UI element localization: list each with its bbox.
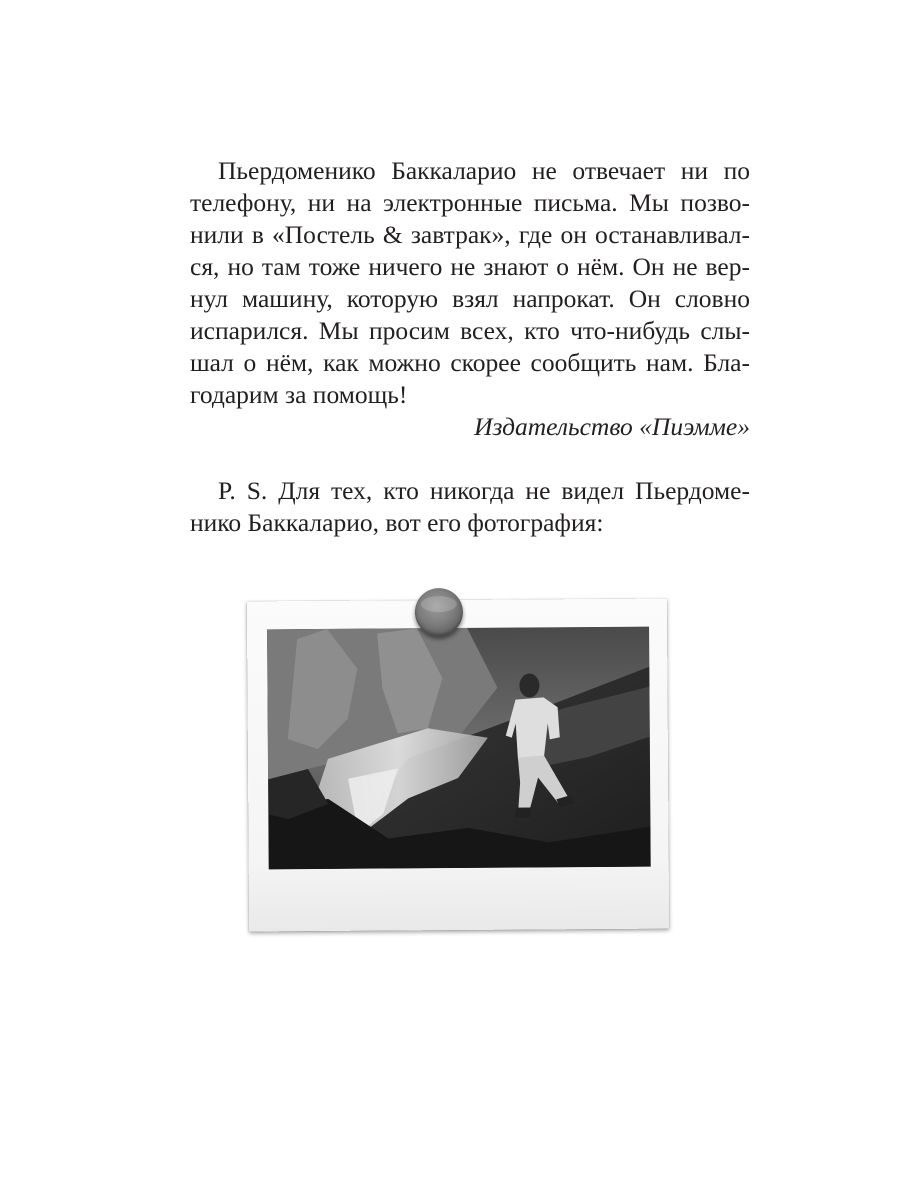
text-line: нико Баккаларио, вот его фотография: [190, 508, 604, 537]
text-line: P. S. Для тех, кто никогда не видел Пьердоме- [218, 476, 750, 505]
text-line: нул машину, которую взял напрокат. Он словно [190, 284, 750, 313]
polaroid-bottom-band [249, 861, 669, 932]
author-photograph [267, 627, 651, 870]
text-line: ся, но там тоже ничего не знают о нём. Он не вер- [190, 252, 750, 281]
push-pin-icon [415, 588, 463, 636]
text-line: годарим за помощь! [190, 380, 408, 409]
polaroid-photo-frame [247, 599, 669, 932]
text-line: телефону, ни на электронные письма. Мы позво- [190, 188, 750, 217]
text-line: испарился. Мы просим всех, кто что-нибудь слы- [190, 316, 750, 345]
text-line: Пьердоменико Баккаларио не отвечает ни по [218, 156, 750, 185]
text-line: шал о нём, как можно скорее сообщить нам. Бла- [190, 348, 750, 377]
waterfall-scene [267, 627, 651, 870]
text-line: нили в «Постель & завтрак», где он останавливал- [190, 220, 750, 249]
publisher-signature: Издательство «Пиэмме» [474, 412, 750, 441]
